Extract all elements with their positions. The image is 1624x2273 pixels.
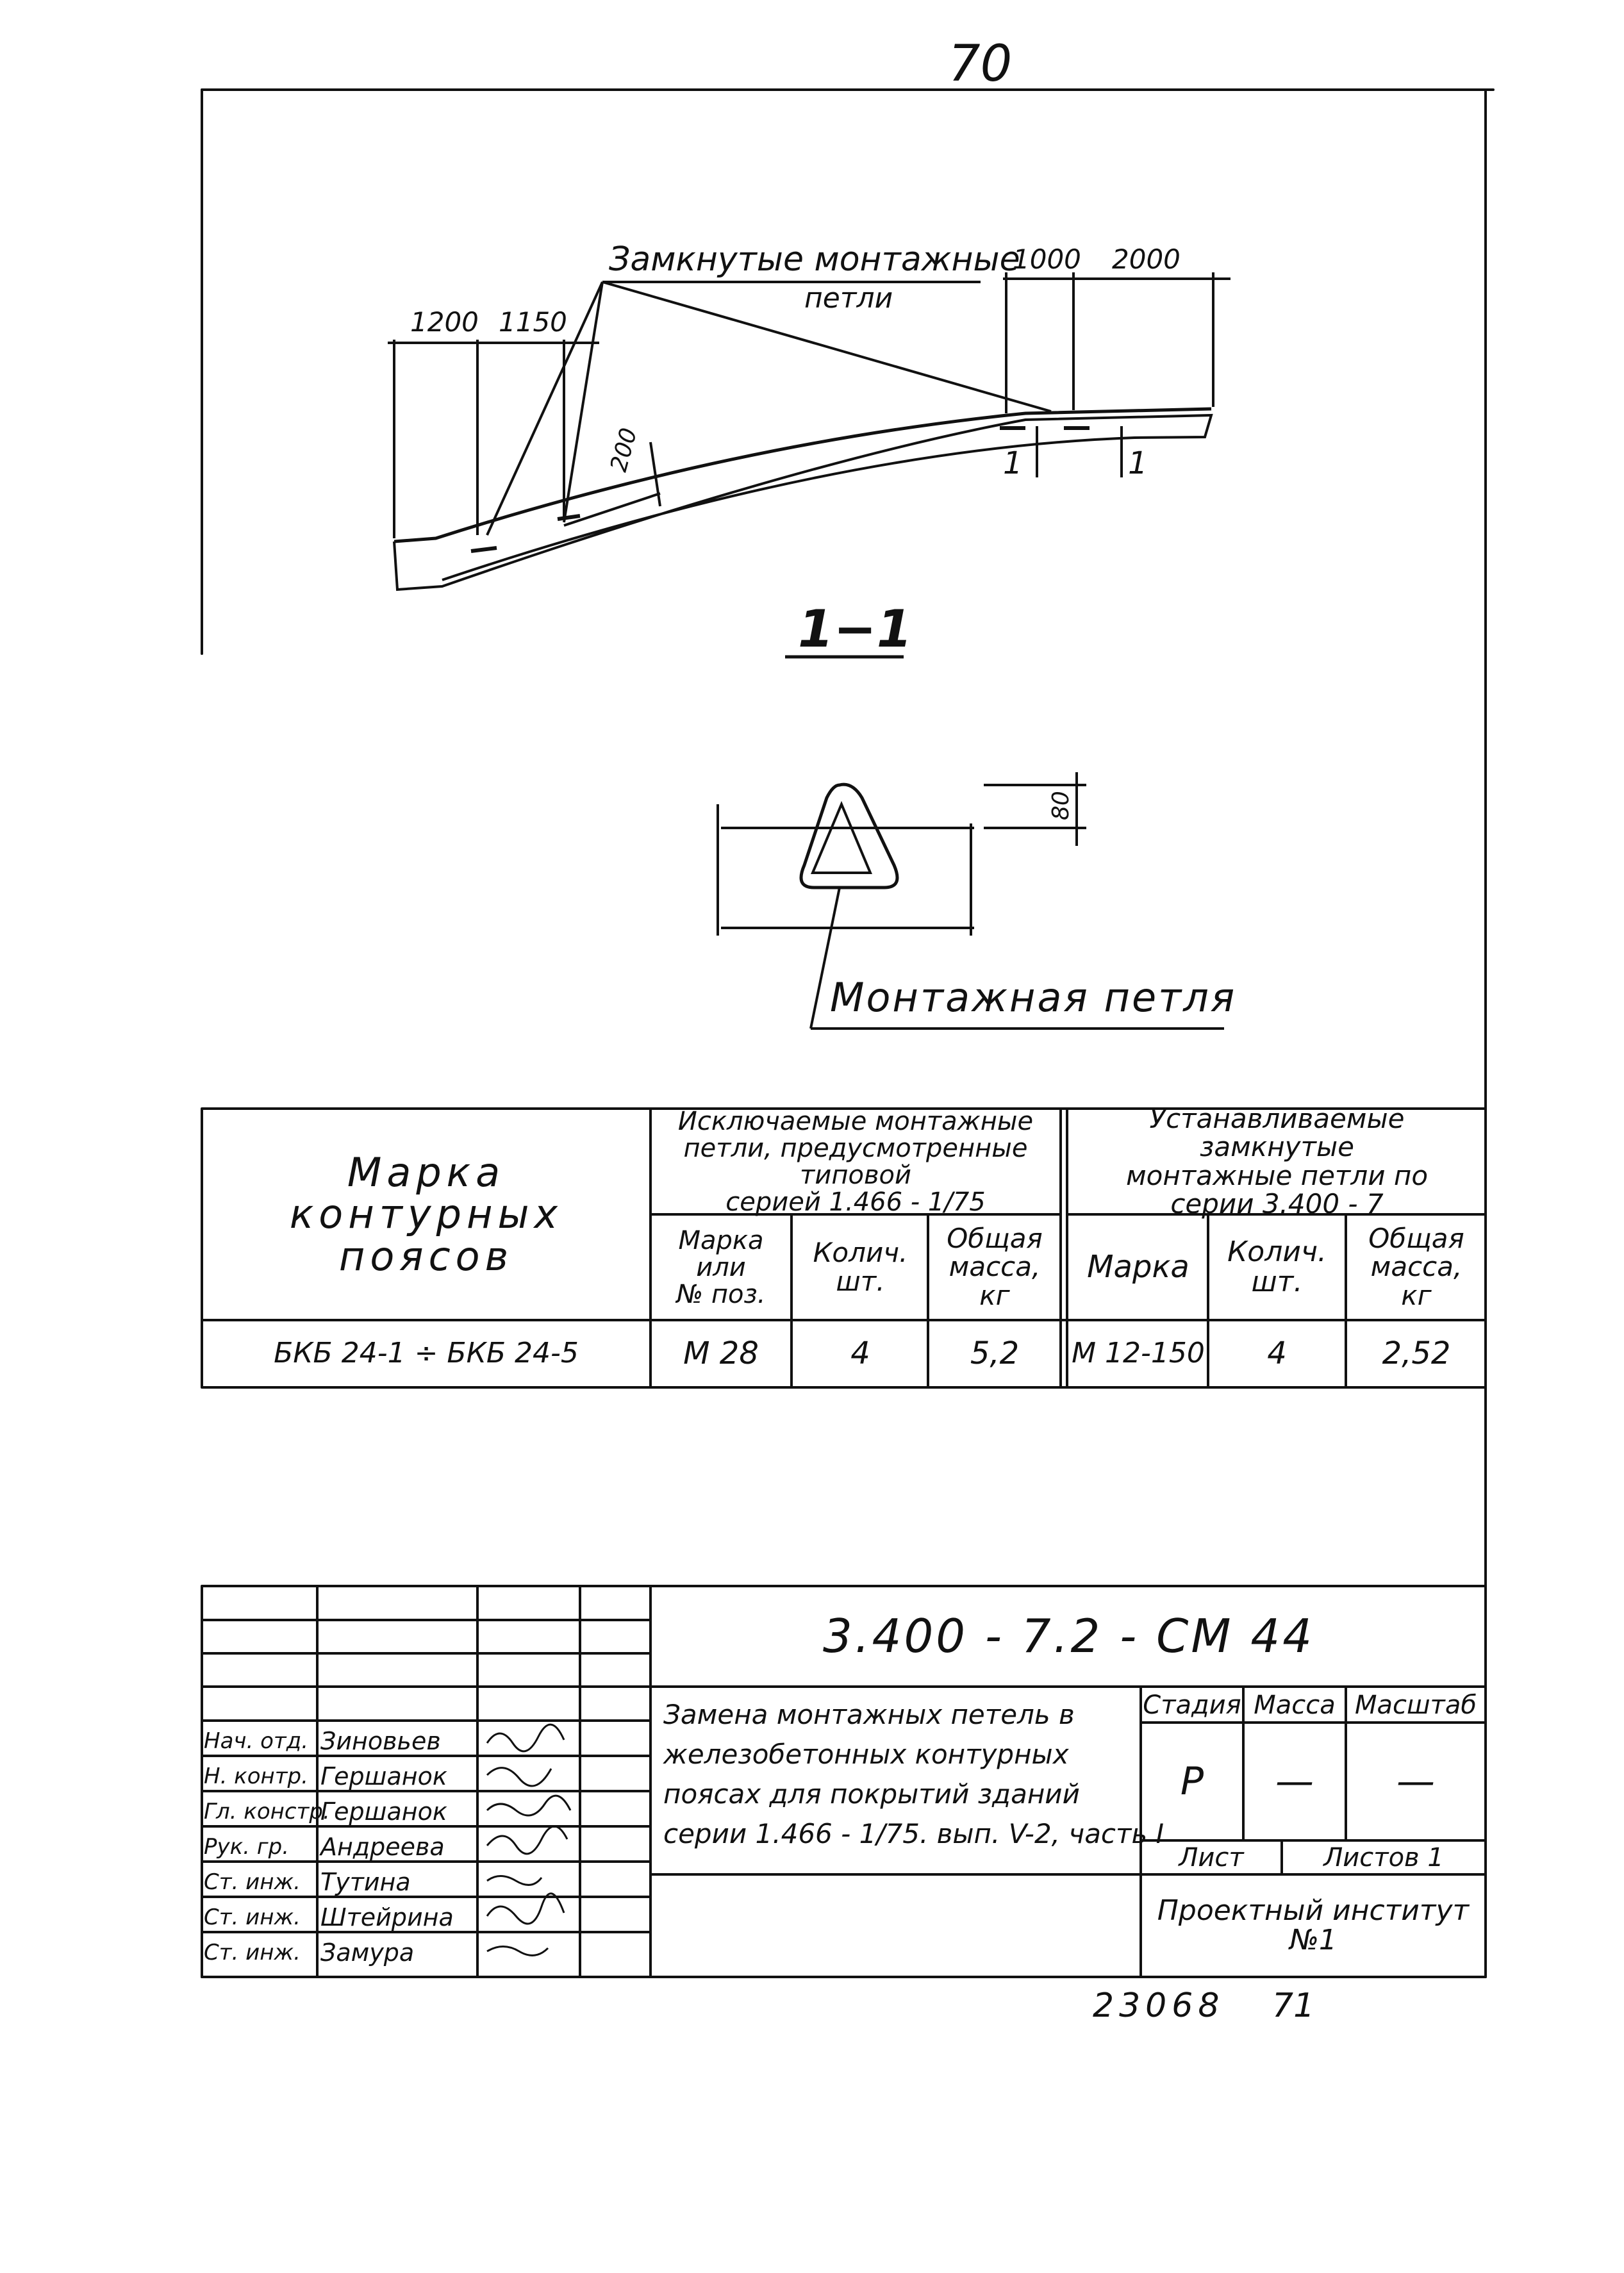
signature-4 <box>487 1826 567 1854</box>
stage-label: Стадия <box>1143 1690 1241 1720</box>
mass-value: — <box>1275 1758 1314 1804</box>
sub-mass-excluded-line1: Общая <box>947 1223 1043 1255</box>
sub-mass-excluded-line3: кг <box>979 1279 1010 1311</box>
sub-mark-pos-line1: Марка <box>678 1225 764 1255</box>
signature-roles <box>204 1724 330 1971</box>
loops-label-line2: петли <box>804 282 893 315</box>
scale-label: Масштаб <box>1354 1690 1477 1720</box>
name-6: Штейрина <box>320 1903 454 1931</box>
sub-mass-installed-line3: кг <box>1401 1279 1432 1311</box>
excluded-header-line3: серией 1.466 - 1/75 <box>725 1187 986 1217</box>
mass-label: Масса <box>1254 1690 1336 1720</box>
doc-title <box>663 1695 1164 1854</box>
sub-qty-excluded <box>795 1218 926 1317</box>
loops-label-line1: Замкнутые монтажные <box>609 240 1020 279</box>
doc-title-line2: железобетонных контурных <box>663 1739 1069 1770</box>
row-ex-qty: 4 <box>850 1335 870 1372</box>
dim-1200: 1200 <box>410 306 479 338</box>
dim-200-line <box>564 493 660 525</box>
footer-page-number: 71 <box>1272 1987 1315 2025</box>
dim-200: 200 <box>606 425 643 475</box>
sub-mark-installed: Марка <box>1087 1249 1189 1285</box>
signature-7 <box>487 1947 548 1956</box>
installed-header <box>1070 1103 1484 1219</box>
row-ex-mark: М 28 <box>683 1335 759 1372</box>
name-1: Зиновьев <box>320 1727 441 1755</box>
sub-mark-pos <box>654 1218 788 1317</box>
role-2: Н. контр. <box>204 1764 308 1789</box>
role-4: Рук. гр. <box>204 1834 290 1860</box>
stage-value: Р <box>1180 1758 1204 1804</box>
role-6: Ст. инж. <box>204 1905 301 1930</box>
sub-mass-installed-line1: Общая <box>1368 1223 1464 1255</box>
col-mark-header <box>205 1115 647 1314</box>
sub-qty-excluded-line1: Колич. <box>813 1237 908 1269</box>
doc-code: 3.400 - 7.2 - СМ 44 <box>822 1609 1315 1664</box>
section-title: 1−1 <box>798 599 913 659</box>
signature-5 <box>487 1876 542 1885</box>
leader-loop-2 <box>564 282 602 522</box>
beam-outline <box>394 415 1211 590</box>
sub-mass-excluded-line2: масса, <box>949 1251 1041 1283</box>
sub-mark-pos-line3: № поз. <box>676 1279 766 1309</box>
inventory-number: 23068 <box>1093 1987 1225 2025</box>
dim-1150: 1150 <box>499 306 567 338</box>
page-number-top: 70 <box>949 35 1013 93</box>
dim-80: 80 <box>1048 791 1074 820</box>
name-2: Гершанок <box>320 1762 447 1790</box>
excluded-header <box>654 1106 1057 1217</box>
dim-2000: 2000 <box>1112 244 1181 275</box>
name-5: Тутина <box>320 1868 411 1896</box>
sub-mass-excluded <box>931 1218 1059 1317</box>
installed-header-line1: Устанавливаемые замкнутые <box>1149 1103 1405 1163</box>
col-mark-header-line1: Марка <box>347 1149 506 1196</box>
organization: Проектный институт №1 <box>1157 1894 1470 1956</box>
loop-caption: Монтажная петля <box>830 974 1237 1021</box>
doc-title-line3: поясах для покрытий зданий <box>663 1778 1080 1810</box>
row-in-mark: М 12-150 <box>1072 1337 1205 1370</box>
sub-mass-installed <box>1349 1218 1484 1317</box>
loop-mark-1 <box>471 548 497 551</box>
row-belt: БКБ 24-1 ÷ БКБ 24-5 <box>274 1337 579 1370</box>
dim-1000: 1000 <box>1013 244 1081 275</box>
installed-header-line3: серии 3.400 - 7 <box>1170 1187 1384 1219</box>
sheet-label: Лист <box>1179 1843 1244 1872</box>
installed-header-line2: монтажные петли по <box>1125 1159 1429 1191</box>
col-mark-header-line3: поясов <box>338 1232 514 1280</box>
role-5: Ст. инж. <box>204 1869 301 1895</box>
loop-mark-2 <box>558 516 580 519</box>
doc-title-line4: серии 1.466 - 1/75. вып. V-2, часть I <box>663 1818 1164 1849</box>
sub-mark-pos-line2: или <box>696 1252 746 1282</box>
signature-1 <box>487 1724 564 1751</box>
signature-2 <box>487 1768 551 1786</box>
sheets-label: Листов 1 <box>1323 1843 1444 1872</box>
doc-title-line1: Замена монтажных петель в <box>663 1699 1075 1730</box>
scale-value: — <box>1396 1758 1435 1804</box>
excluded-header-line2: петли, предусмотренные типовой <box>683 1133 1028 1190</box>
signature-names <box>320 1724 474 1971</box>
name-4: Андреева <box>320 1833 445 1861</box>
sub-qty-installed-line2: шт. <box>1251 1265 1303 1298</box>
section-mark-left: 1 <box>1003 445 1023 481</box>
role-7: Ст. инж. <box>204 1940 301 1965</box>
sub-qty-excluded-line2: шт. <box>836 1265 885 1297</box>
row-in-mass: 2,52 <box>1382 1335 1451 1372</box>
sub-qty-installed <box>1211 1218 1343 1317</box>
signature-scribbles <box>487 1724 570 1955</box>
excluded-header-line1: Исключаемые монтажные <box>677 1106 1034 1136</box>
sub-qty-installed-line1: Колич. <box>1227 1236 1327 1269</box>
row-in-qty: 4 <box>1267 1335 1287 1372</box>
signature-3 <box>487 1796 570 1815</box>
role-1: Нач. отд. <box>204 1728 309 1754</box>
section-mark-right: 1 <box>1128 445 1148 481</box>
row-ex-mass: 5,2 <box>970 1335 1020 1372</box>
name-3: Гершанок <box>320 1798 447 1826</box>
sub-mass-installed-line2: масса, <box>1370 1251 1462 1283</box>
name-7: Замура <box>320 1938 415 1967</box>
role-3: Гл. констр. <box>204 1799 330 1824</box>
col-mark-header-line2: контурных <box>289 1191 563 1238</box>
